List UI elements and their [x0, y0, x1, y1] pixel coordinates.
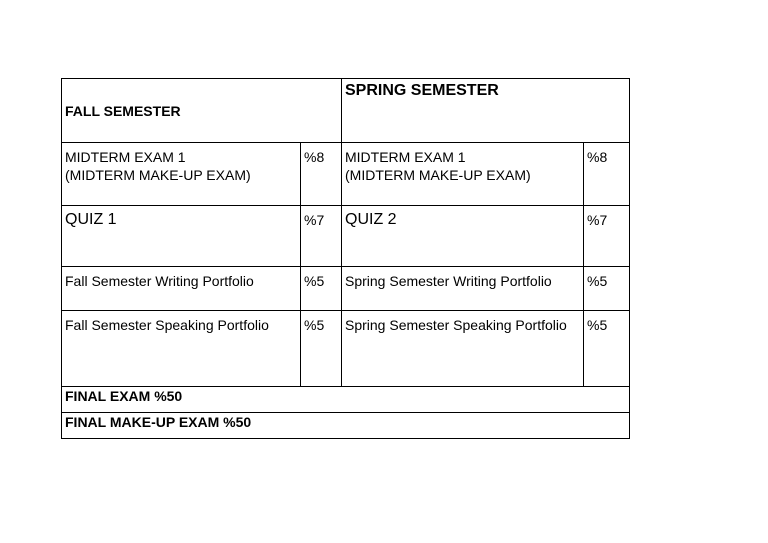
- fall-midterm-weight: %8: [301, 143, 342, 206]
- table-row: [62, 206, 630, 267]
- fall-semester-header: FALL SEMESTER: [62, 79, 342, 143]
- spring-writing-portfolio-label: Spring Semester Writing Portfolio: [342, 267, 584, 311]
- fall-writing-portfolio-label: Fall Semester Writing Portfolio: [62, 267, 301, 311]
- fall-writing-portfolio-weight: %5: [301, 267, 342, 311]
- spring-midterm-label: [342, 143, 584, 206]
- spring-writing-portfolio-weight: %5: [584, 267, 630, 311]
- spring-quiz-weight: %7: [584, 206, 630, 267]
- spring-semester-header: SPRING SEMESTER: [342, 79, 630, 143]
- table-row: [62, 143, 630, 206]
- fall-midterm-label: [62, 143, 301, 206]
- final-makeup-row: [62, 413, 630, 439]
- spring-midterm-weight: %8: [584, 143, 630, 206]
- final-makeup-exam-label: FINAL MAKE-UP EXAM %50: [62, 413, 630, 439]
- final-exam-label: FINAL EXAM %50: [62, 387, 630, 413]
- spring-midterm-makeup-line: (MIDTERM MAKE-UP EXAM): [345, 167, 531, 183]
- table-row: [62, 311, 630, 387]
- fall-quiz-label: QUIZ 1: [62, 206, 301, 267]
- fall-speaking-portfolio-weight: %5: [301, 311, 342, 387]
- fall-midterm-makeup-line: (MIDTERM MAKE-UP EXAM): [65, 167, 251, 183]
- fall-midterm-line: MIDTERM EXAM 1: [65, 149, 186, 165]
- header-row: [62, 79, 630, 143]
- spring-speaking-portfolio-weight: %5: [584, 311, 630, 387]
- grading-table: [61, 78, 630, 439]
- spring-speaking-portfolio-label: Spring Semester Speaking Portfolio: [342, 311, 584, 387]
- fall-speaking-portfolio-label: Fall Semester Speaking Portfolio: [62, 311, 301, 387]
- fall-quiz-weight: %7: [301, 206, 342, 267]
- spring-midterm-line: MIDTERM EXAM 1: [345, 149, 466, 165]
- final-exam-row: [62, 387, 630, 413]
- table-row: [62, 267, 630, 311]
- spring-quiz-label: QUIZ 2: [342, 206, 584, 267]
